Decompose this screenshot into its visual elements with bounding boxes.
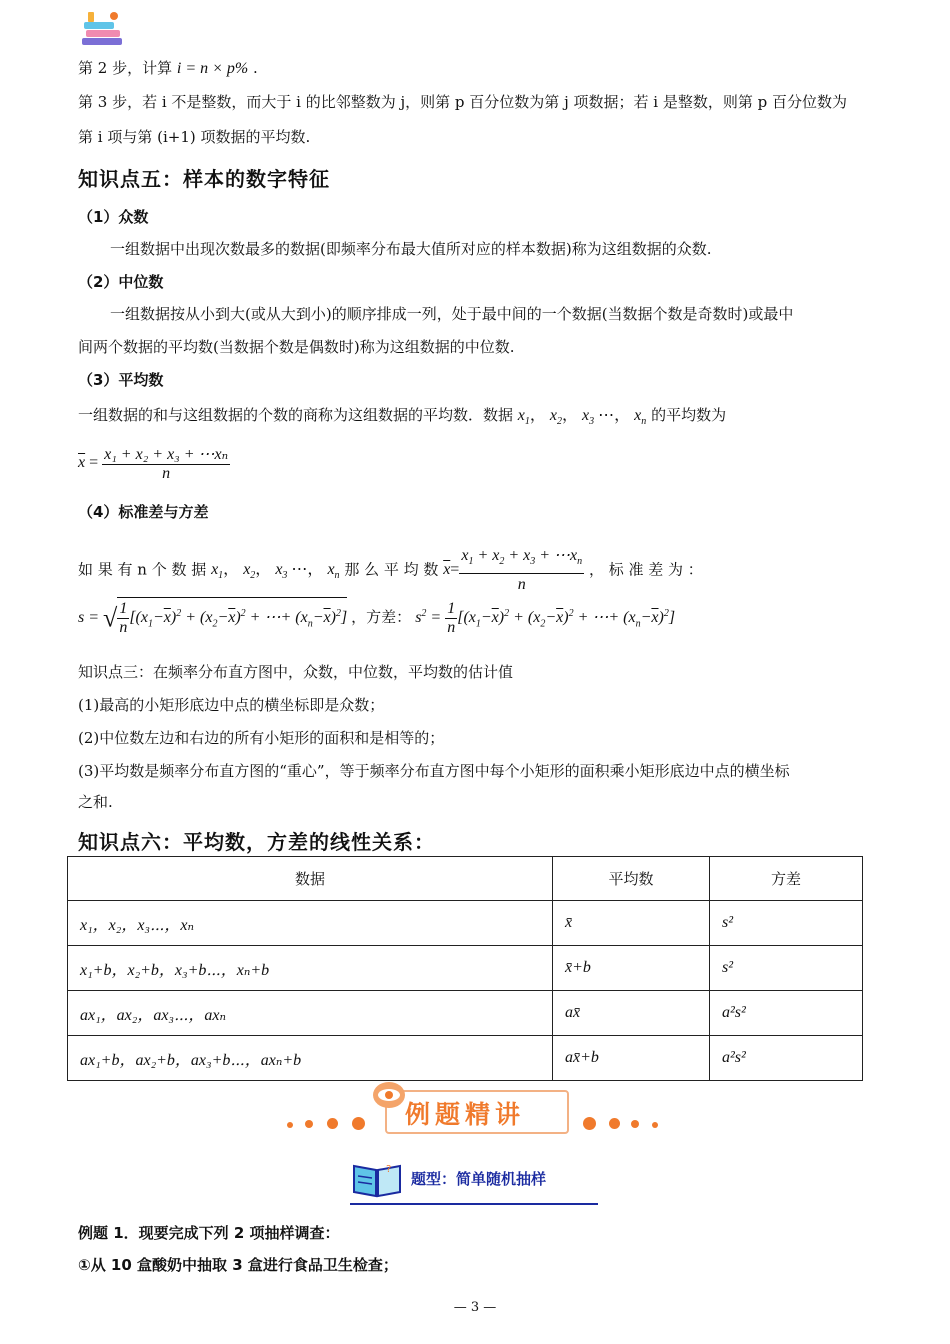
example-title: 例题 1．现要完成下列 2 项抽样调查：: [78, 1224, 340, 1242]
step-3-line-1: 第 3 步，若 i 不是整数，而大于 i 的比邻整数为 j，则第 p 百分位数为第 j 项数据；若 i 是整数，则第 p 百分位数为: [78, 93, 847, 111]
step-2: [78, 57, 258, 80]
topic-underline: [350, 1203, 598, 1205]
estimate-item-1: (1)最高的小矩形底边中点的横坐标即是众数；: [78, 696, 385, 714]
mean-heading: （3）平均数: [78, 371, 164, 389]
table-cell: a²s²: [710, 1036, 863, 1081]
table-header: 方差: [710, 857, 863, 901]
table-cell: x̄: [553, 901, 710, 946]
table-header: 平均数: [553, 857, 710, 901]
mode-text: 一组数据中出现次数最多的数据(即频率分布最大值所对应的样本数据)称为这组数据的众数.: [110, 240, 712, 258]
std-text: 如 果 有 n 个 数 据 $x_1$， $x_2$， $x_3$ ⋯， $x_n$ 那 么 平 均 数 $\overline{x}=$ $\frac{x_1 + x_2 + x_3 + \cdots x_n}{n}$ ， 标 准 差 为 ：: [78, 547, 703, 594]
step-3-line-2: 第 i 项与第 (i+1) 项数据的平均数.: [78, 128, 311, 146]
step-2-suffix: .: [253, 59, 258, 77]
step-2-formula: i = n × p%: [176, 60, 249, 77]
table-cell: a²s²: [710, 991, 863, 1036]
std-text-mid: 那 么 平 均 数: [344, 560, 439, 579]
table-row: [68, 991, 863, 1036]
example-item-1: ①从 10 盒酸奶中抽取 3 盒进行食品卫生检查；: [78, 1256, 398, 1274]
std-heading: （4）标准差与方差: [78, 503, 209, 521]
mean-text: 一组数据的和与这组数据的个数的商称为这组数据的平均数．数据 $x_1$， $x_2$， $x_3$ ⋯， $x_n$ 的平均数为: [78, 406, 727, 428]
svg-text:?: ?: [386, 1164, 392, 1175]
step-2-text: 第 2 步，计算: [78, 59, 173, 77]
books-icon: [78, 8, 128, 52]
mean-numerator: x₁ + x₂ + x₃ + ⋯xₙ: [104, 446, 229, 463]
book-icon: [350, 1158, 404, 1200]
table-cell: x₁+b，x₂+b，x₃+b⋯，xₙ+b: [68, 946, 553, 991]
table-cell: s²: [710, 901, 863, 946]
table-cell: x̄+b: [553, 946, 710, 991]
table-row: [68, 946, 863, 991]
estimate-item-3-line-1: (3)平均数是频率分布直方图的“重心”，等于频率分布直方图中每个小矩形的面积乘小矩形底边中点的横坐标: [78, 762, 790, 780]
std-formula: s = √ $\frac{1}{n}$ [$(x_1-\overline{x})^2 + (x_2-\overline{x})^2$ + ⋯+ $(x_n-\overline{x})^2$] ，方差： $s^2$ = $\frac{1}{n}$ [$(x_1-\overline{x})^2 + (x_2-\overline{x})^2$ + ⋯+ $(x_n-\overline{x})^2$]: [78, 597, 675, 637]
mean-text-suffix: 的平均数为: [651, 406, 727, 424]
section-5-title: 知识点五：样本的数字特征: [78, 167, 330, 191]
estimate-item-2: (2)中位数左边和右边的所有小矩形的面积和是相等的；: [78, 729, 445, 747]
page-number: — 3 —: [453, 1300, 497, 1315]
section-6-title: 知识点六：平均数，方差的线性关系：: [78, 830, 435, 854]
table-row: [68, 1036, 863, 1081]
mean-denominator: n: [162, 465, 171, 482]
banner-title: 例题精讲: [405, 1100, 526, 1129]
table-header: 数据: [68, 857, 553, 901]
median-line-1: 一组数据按从小到大(或从大到小)的顺序排成一列，处于最中间的一个数据(当数据个数是奇数时)或最中: [110, 305, 794, 323]
mean-text-body: 一组数据的和与这组数据的个数的商称为这组数据的平均数．数据: [78, 406, 514, 424]
table-cell: ax₁+b，ax₂+b，ax₃+b⋯，axₙ+b: [68, 1036, 553, 1081]
median-line-2: 间两个数据的平均数(当数据个数是偶数时)称为这组数据的中位数.: [78, 338, 515, 356]
std-text-end: ， 标 准 差 为 ：: [588, 560, 703, 579]
linear-relation-table: [67, 856, 863, 1081]
table-cell: s²: [710, 946, 863, 991]
table-cell: x₁，x₂，x₃⋯，xₙ: [68, 901, 553, 946]
table-header-row: [68, 857, 863, 901]
std-text-body: 如 果 有 n 个 数 据: [78, 560, 207, 579]
mode-heading: （1）众数: [78, 208, 149, 226]
table-cell: ax₁，ax₂，ax₃⋯，axₙ: [68, 991, 553, 1036]
estimate-intro: 知识点三：在频率分布直方图中，众数，中位数，平均数的估计值: [78, 663, 514, 681]
median-heading: （2）中位数: [78, 273, 164, 291]
table-row: [68, 901, 863, 946]
variance-label: ，方差：: [351, 608, 412, 627]
topic-label: 题型：简单随机抽样: [411, 1170, 547, 1188]
table-cell: ax̄+b: [553, 1036, 710, 1081]
mean-formula: $\overline{x}$ = $\frac{\text{x₁ + x₂ + x₃ + ⋯xₙ}}{n}$: [78, 446, 229, 482]
estimate-item-3-line-2: 之和.: [78, 793, 113, 811]
eye-icon: [372, 1080, 406, 1110]
table-cell: ax̄: [553, 991, 710, 1036]
